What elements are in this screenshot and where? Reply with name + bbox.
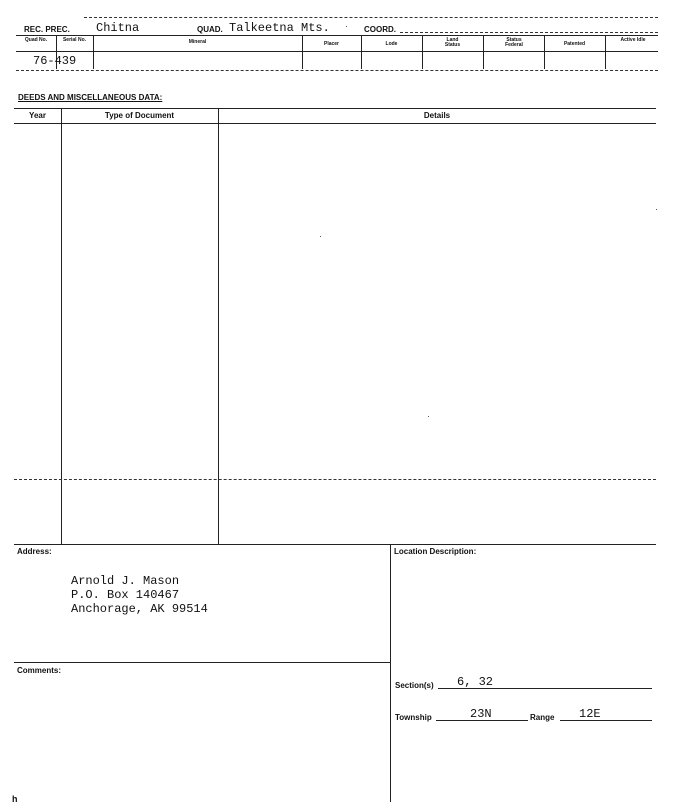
col-divider — [605, 35, 606, 69]
deeds-section-title: DEEDS AND MISCELLANEOUS DATA: — [18, 93, 163, 102]
col-details: Details — [423, 111, 451, 120]
col-patented: Patented — [563, 41, 586, 47]
footer-mark: h — [12, 794, 18, 804]
deeds-dashed-divider — [14, 479, 656, 480]
speck — [346, 26, 347, 27]
comments-section-top — [14, 662, 390, 663]
address-line-3: Anchorage, AK 99514 — [71, 602, 208, 616]
col-lode: Lode — [385, 41, 398, 47]
col-active-idle: Active Idle — [620, 37, 646, 43]
address-line-1: Arnold J. Mason — [71, 574, 180, 588]
section-value: 6, 32 — [457, 675, 494, 689]
col-serial-no: Serial No. — [62, 37, 87, 43]
address-section-top — [14, 544, 656, 545]
range-underline — [560, 720, 652, 721]
col-divider — [361, 35, 362, 69]
range-value: 12E — [579, 707, 601, 721]
quad-serial-value: 76-439 — [33, 54, 77, 68]
col-year: Year — [29, 111, 46, 120]
address-line-2: P.O. Box 140467 — [71, 588, 180, 602]
location-description-label: Location Description: — [394, 547, 477, 556]
col-divider — [302, 35, 303, 69]
rec-prec-value: Chitna — [96, 21, 140, 35]
col-quad-no: Quad No. — [24, 37, 48, 43]
col-status-federal: Status Federal — [505, 37, 523, 48]
range-label: Range — [530, 713, 555, 722]
rec-prec-label: REC. PREC. — [24, 25, 70, 34]
claim-table-header-bottom — [16, 51, 658, 52]
township-label: Township — [395, 713, 432, 722]
claim-table-bottom — [16, 70, 658, 71]
coord-rule — [400, 32, 658, 33]
claim-table-top — [16, 35, 658, 36]
deeds-table-top — [14, 108, 656, 109]
col-mineral: Mineral — [188, 39, 207, 45]
township-value: 23N — [470, 707, 492, 721]
speck — [656, 209, 657, 210]
deeds-table-header-bottom — [14, 123, 656, 124]
col-divider — [544, 35, 545, 69]
quad-label: QUAD. — [197, 25, 223, 34]
speck — [320, 236, 321, 237]
col-divider — [483, 35, 484, 69]
coord-label: COORD. — [364, 25, 396, 34]
speck — [428, 416, 429, 417]
section-label: Section(s) — [395, 681, 434, 690]
col-divider — [422, 35, 423, 69]
quad-value: Talkeetna Mts. — [229, 21, 330, 35]
comments-label: Comments: — [17, 666, 62, 675]
header-top-rule — [84, 17, 658, 18]
address-location-divider — [390, 544, 391, 802]
col-placer: Placer — [323, 41, 339, 47]
col-land-status: Land Status — [444, 37, 461, 48]
col-type-of-document: Type of Document — [104, 111, 175, 120]
address-label: Address: — [17, 547, 52, 556]
